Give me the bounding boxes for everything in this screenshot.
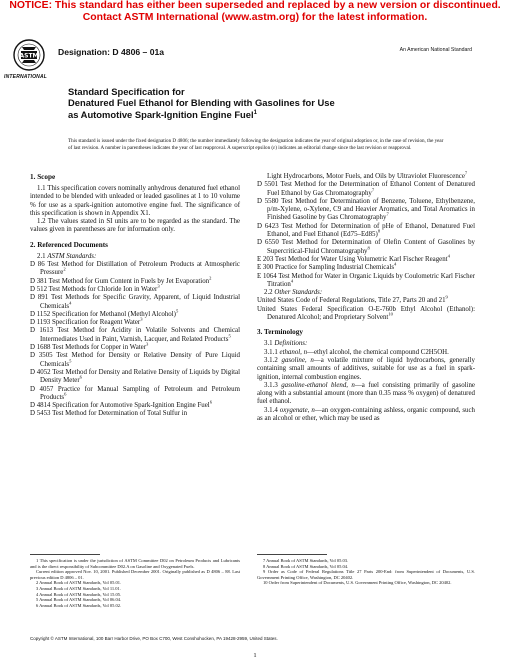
footnote-item: 9 Order as Code of Federal Regulations Title 27 Parts 200-End: from Superintendent of Documents, U.S. Government Printing Office, Washington, DC 20402. [257,569,475,580]
right-reference-list [257,181,475,289]
reference-item: D 1613 Test Method for Acidity in Volatile Solvents and Chemical Intermediates Used in Paint, Varnish, Lacquer, and Related Products$^5$ [30,327,240,343]
para-3-1-1: 3.1.1 ethanol, n—ethyl alcohol, the chemical compound C2H5OH. [264,348,449,356]
reference-item: D 86 Test Method for Distillation of Petroleum Products at Atmospheric Pressure$^2$ [30,261,240,277]
reference-item: E 1064 Test Method for Water in Organic Liquids by Coulometric Karl Fischer Titration$^4$ [257,272,475,288]
reference-item: D 891 Test Methods for Specific Gravity, Apparent, of Liquid Industrial Chemicals$^4$ [30,294,240,310]
supersede-notice [0,0,510,24]
reference-item: D 381 Test Method for Gum Content in Fuels by Jet Evaporation$^2$ [30,275,212,285]
reference-item: D 6550 Test Method for Determination of Olefin Content of Gasolines by Supercritical-Fluid Chromatography$^8$ [257,239,475,255]
reference-item: D 1152 Specification for Methanol (Methyl Alcohol)$^5$ [30,308,179,318]
footnote-item: 6 Annual Book of ASTM Standards, Vol 05.02. [36,602,122,608]
left-column [30,173,240,419]
footnote-item: 3 Annual Book of ASTM Standards, Vol 11.01. [36,585,121,591]
notice-line-2: Contact ASTM International (www.astm.org) for the latest information. [82,12,428,23]
copyright-footer: Copyright © ASTM International, 100 Barr Harbor Drive, PO Box C700, West Conshohocken, PA 19428-2959, United States. [30,636,278,641]
reference-item: E 203 Test Method for Water Using Volumetric Karl Fischer Reagent$^4$ [257,253,450,263]
section-referenced-docs-heading: 2. Referenced Documents [30,240,108,249]
left-reference-list [30,261,240,419]
reference-item: D 5453 Test Method for Determination of Total Sulfur in [30,410,188,418]
title-footnote-mark: 1 [253,110,257,116]
para-3-1-3: 3.1.3 gasoline-ethanol blend, n—a fuel consisting primarily of gasoline along with a substantial amount (more than 0.35 mass % oxygen) of denatured fuel ethanol. [257,381,475,406]
issuance-note: This standard is issued under the fixed designation D 4806; the number immediately following the designation indicates the year of original adoption or, in the case of revision, the year of last revision. A number in parentheses indicates the year of last reapproval. A superscript epsilon (ε) indicates an editorial change since the last revision or reapproval. [68,138,444,151]
notice-line-1: NOTICE: This standard has either been superseded and replaced by a new version or discontinued. [9,0,501,11]
reference-item: D 4052 Test Method for Density and Relative Density of Liquids by Digital Density Meter$^6$ [30,368,240,385]
footnote-rule-left [30,554,100,555]
footnote-item: 7 Annual Book of ASTM Standards, Vol 05.03. [263,558,349,563]
right-column [257,170,475,423]
section-terminology-heading: 3. Terminology [257,328,303,337]
other-standard-2: United States Federal Specification O-E-760b Ethyl Alcohol (Ethanol): Denatured Alcohol; and Proprietary Solvent$^{10}$ [257,305,475,322]
para-2-1: 2.1 ASTM Standards: [37,252,97,260]
page-number: 1 [253,652,257,659]
national-standard-label: An American National Standard [399,47,472,53]
section-scope-heading: 1. Scope [30,173,56,181]
footnote-item: Current edition approved Nov. 10, 2001. Published December 2001. Originally published as D 4806 – 88. Last previous edition D 4806 – 01. [30,569,240,580]
reference-continuation: Light Hydrocarbons, Motor Fuels, and Oils by Ultraviolet Fluorescence$^7$ [267,170,468,180]
reference-item: D 3505 Test Method for Density or Relative Density of Pure Liquid Chemicals$^5$ [30,352,240,368]
footnote-item: 1 This specification is under the jurisdiction of ASTM Committee D02 on Petroleum Products and Lubricants and is the direct responsibility of Subcommittee D02.A on Gasoline and Oxygenated Fuels. [30,558,240,569]
footnotes-left [30,558,240,608]
title-line-2: Denatured Fuel Ethanol for Blending with Gasolines for Use [68,97,335,108]
astm-logo-icon [12,38,46,74]
footnote-item: 4 Annual Book of ASTM Standards, Vol 15.05. [36,591,122,597]
para-1-2: 1.2 The values stated in SI units are to be regarded as the standard. The values given in parentheses are for information only. [30,218,240,234]
footnote-item: 2 Annual Book of ASTM Standards, Vol 05.01. [36,580,122,586]
reference-item: D 6423 Test Method for Determination of pHe of Ethanol, Denatured Fuel Ethanol, and Fuel Ethanol $(Ed75-Ed85)^8$ [257,222,475,239]
footnote-item: 5 Annual Book of ASTM Standards, Vol 06.04. [36,597,122,603]
footnote-item: 8 Annual Book of ASTM Standards, Vol 05.04. [263,563,349,569]
other-standard-1: United States Code of Federal Regulations, Title 27, Parts 20 and $21^9$ [257,295,448,305]
reference-item: D 512 Test Methods for Chloride Ion in Water$^3$ [30,283,160,293]
designation: Designation: D 4806 – 01a [58,47,165,57]
para-3-1-4: 3.1.4 oxygenate, n—an oxygen-containing ashless, organic compound, such as an alcohol or ether, which may be used as [257,406,475,423]
title-line-3: as Automotive Spark-Ignition Engine Fuel$^1$ [68,109,257,121]
reference-item: D 5580 Test Method for Determination of Benzene, Toluene, Ethylbenzene, p/m-Xylene, o-Xylene, C9 and Heavier Aromatics, and Total Aromatics in Finished Gasoline by Gas Chromatography$^7$ [257,197,475,222]
document-title [68,86,468,120]
logo-caption: INTERNATIONAL [4,74,48,80]
title-line-1: Standard Specification for [68,86,185,97]
reference-item: D 4057 Practice for Manual Sampling of Petroleum and Petroleum Products$^6$ [30,385,240,401]
footnotes-right [257,558,475,586]
para-1-1: 1.1 This specification covers nominally anhydrous denatured fuel ethanol intended to be blended with unleaded or leaded gasolines at 1 to 10 volume % for use as a spark-ignition automotive engine fuel. The significance of this specification is shown in Appendix X1. [30,185,240,217]
footnote-rule-right [257,554,327,555]
para-3-1-2: 3.1.2 gasoline, n—a volatile mixture of liquid hydrocarbons, generally containing small amounts of additives, suitable for use as a fuel in spark-ignition, internal combustion engines. [257,356,475,381]
reference-item: D 4814 Specification for Automotive Spark-Ignition Engine Fuel$^6$ [30,399,212,410]
reference-item: D 1688 Test Methods for Copper in Water$^3$ [30,341,149,352]
reference-item: D 5501 Test Method for the Determination of Ethanol Content of Denatured Fuel Ethanol by Gas Chromatography$^7$ [257,181,475,197]
para-2-2: 2.2 Other Standards: [264,289,323,297]
svg-text:ASTM: ASTM [19,52,39,60]
reference-item: D 1193 Specification for Reagent Water$^3$ [30,316,143,327]
reference-item: E 300 Practice for Sampling Industrial Chemicals$^4$ [257,261,397,272]
footnote-item: 10 Order from Superintendent of Documents, U.S. Government Printing Office, Washington, DC 20402. [263,580,452,586]
para-3-1: 3.1 Definitions: [264,340,308,348]
